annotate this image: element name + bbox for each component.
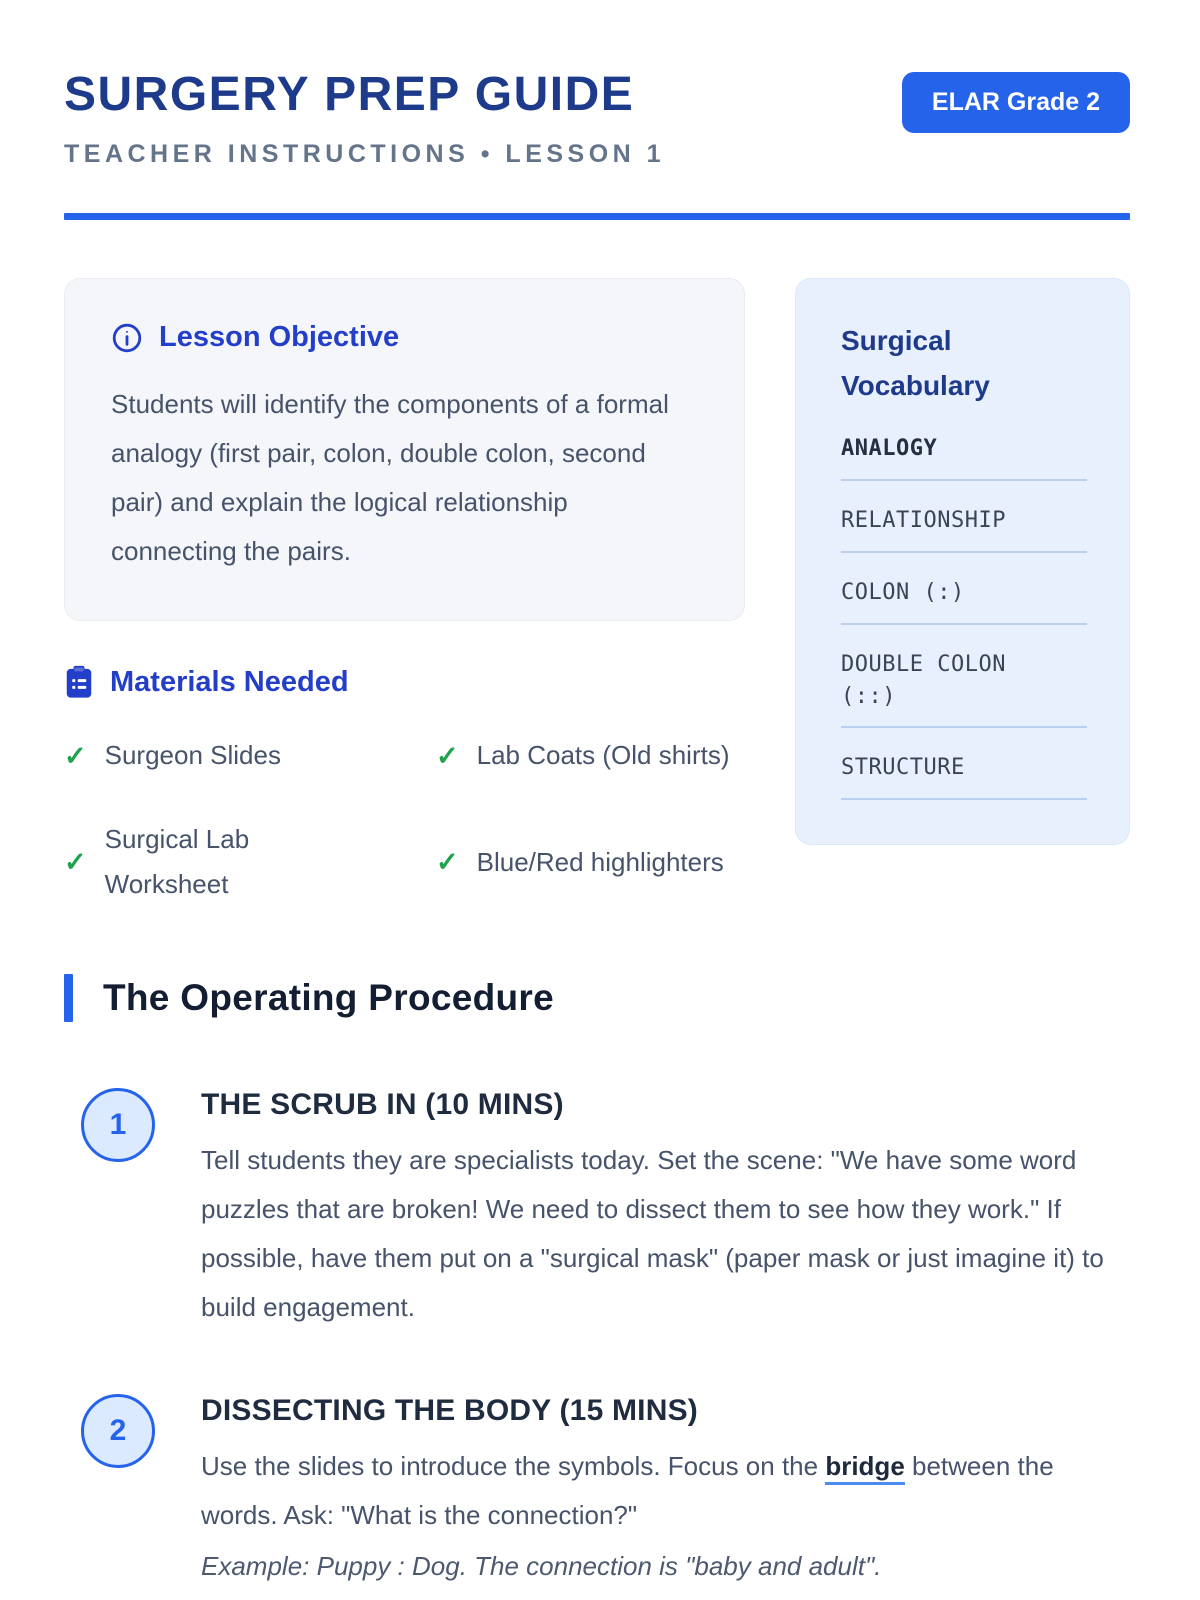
- vocab-term: [841, 433, 1087, 481]
- vocab-term: [841, 577, 1087, 625]
- header-divider: [64, 213, 1130, 220]
- material-item-label: Blue/Red highlighters: [476, 846, 724, 877]
- header-titles: [64, 70, 665, 169]
- vocab-term-text: COLON (:): [841, 579, 965, 605]
- check-icon: ✓: [64, 846, 87, 877]
- procedure-heading: [64, 974, 1130, 1022]
- lesson-objective-heading: [111, 321, 698, 354]
- materials-checklist: [64, 733, 745, 908]
- vocab-term-text: RELATIONSHIP: [841, 507, 1006, 533]
- materials-section: [64, 665, 745, 908]
- step-content: [201, 1082, 1130, 1332]
- step-body-pre: Use the slides to introduce the symbols. Focus on the: [201, 1450, 826, 1481]
- vocab-term: [841, 505, 1087, 553]
- check-icon: ✓: [436, 740, 459, 771]
- material-item-label: Surgical Lab Worksheet: [104, 823, 250, 900]
- vocab-term: [841, 752, 1087, 800]
- procedure-heading-text: The Operating Procedure: [103, 976, 554, 1018]
- vocabulary-list: [841, 433, 1087, 800]
- step-2: [64, 1388, 1130, 1591]
- material-item: [64, 817, 436, 908]
- vocabulary-heading: Surgical Vocabulary: [841, 325, 990, 402]
- material-item-label: Lab Coats (Old shirts): [476, 740, 730, 771]
- vocabulary-card: [795, 278, 1130, 845]
- vocab-term: [841, 649, 1087, 729]
- clipboard-icon: [64, 665, 94, 699]
- step-number-badge: 1: [81, 1088, 155, 1162]
- step-1: [64, 1082, 1130, 1332]
- left-column: [64, 278, 745, 908]
- vocab-term-text: ANALOGY: [841, 435, 938, 461]
- step-number-badge: 2: [81, 1394, 155, 1468]
- step-body: [201, 1442, 1130, 1540]
- procedure-section: [64, 974, 1130, 1591]
- info-icon: [111, 322, 143, 354]
- material-item: [64, 733, 436, 779]
- lesson-objective-heading-text: Lesson Objective: [159, 321, 400, 354]
- step-example: Example: Puppy : Dog. The connection is "baby and adult".: [201, 1550, 882, 1581]
- procedure-steps: [64, 1082, 1130, 1591]
- step-body: Tell students they are specialists today. Set the scene: "We have some word puzzles that are broken! We need to dissect them to see how they work." If possible, have them put on a "surgical mask" (paper mask or just imagine it) to build engagement.: [201, 1144, 1104, 1322]
- top-columns: [64, 278, 1130, 908]
- grade-badge: ELAR Grade 2: [902, 72, 1130, 133]
- vocab-term-text: STRUCTURE: [841, 755, 965, 781]
- step-content: [201, 1388, 1130, 1591]
- materials-heading-text: Materials Needed: [110, 665, 349, 698]
- vocab-term-text: DOUBLE COLON (::): [841, 651, 1006, 709]
- lesson-objective-body: Students will identify the components of a formal analogy (first pair, colon, double colon, second pair) and explain the logical relationship connecting the pairs.: [111, 389, 669, 567]
- step-title: THE SCRUB IN (10 MINS): [201, 1087, 564, 1121]
- material-item-label: Surgeon Slides: [104, 740, 281, 771]
- step-title: DISSECTING THE BODY (15 MINS): [201, 1393, 698, 1427]
- page-subtitle: TEACHER INSTRUCTIONS • LESSON 1: [64, 140, 666, 169]
- lesson-objective-card: [64, 278, 745, 621]
- header: [64, 70, 1130, 169]
- accent-bar: [64, 974, 73, 1022]
- check-icon: ✓: [64, 740, 87, 771]
- bridge-highlight: bridge: [825, 1451, 904, 1485]
- material-item: [436, 733, 745, 779]
- page-title: SURGERY PREP GUIDE: [64, 68, 635, 121]
- material-item: [436, 817, 745, 908]
- step-body-post: between the words. Ask: "What is the connection?": [201, 1450, 1054, 1530]
- materials-heading: [64, 665, 745, 699]
- check-icon: ✓: [436, 846, 459, 877]
